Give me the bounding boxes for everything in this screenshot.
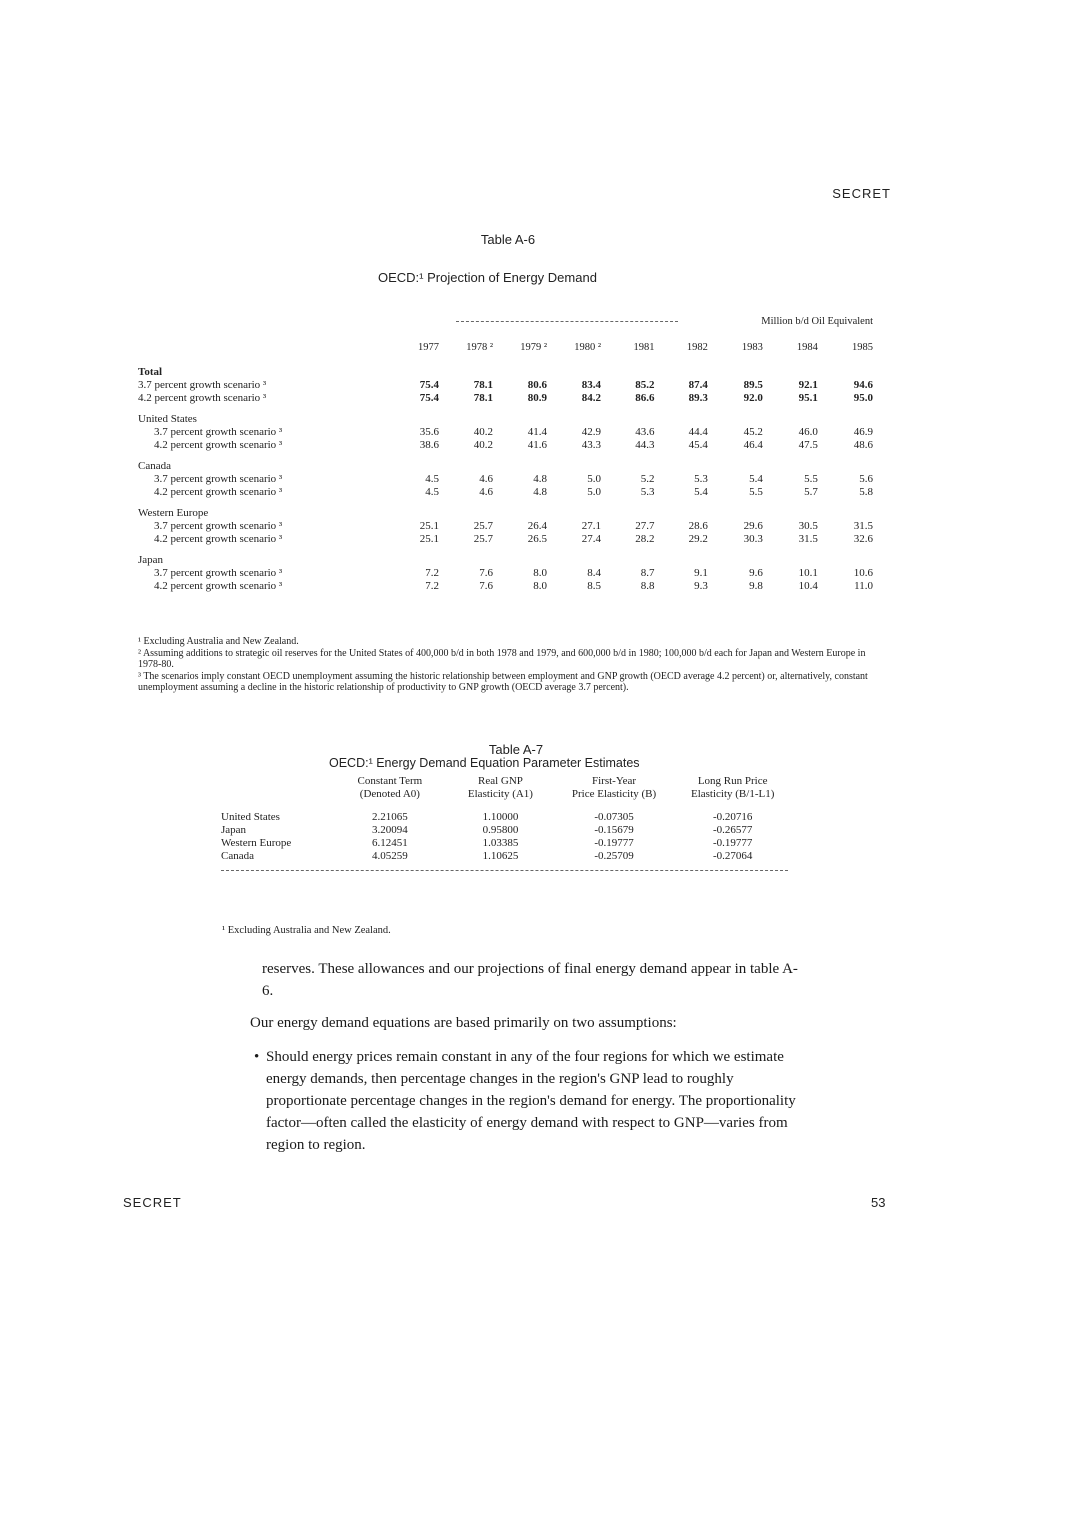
cell-value: 9.3	[694, 580, 708, 592]
cell-value: 45.4	[688, 439, 708, 451]
cell-value: -0.15679	[594, 824, 634, 836]
cell-value: 8.0	[533, 580, 548, 592]
cell-value: 78.1	[473, 392, 494, 404]
row-label: 3.7 percent growth scenario ³	[154, 473, 283, 485]
cell-value: 31.5	[798, 533, 818, 545]
group-label: Japan	[138, 554, 164, 566]
cell-value: 8.7	[640, 567, 655, 579]
cell-value: 25.7	[473, 520, 494, 532]
cell-value: 92.0	[743, 392, 763, 404]
cell-value: 41.6	[527, 439, 548, 451]
cell-value: 5.8	[859, 486, 873, 498]
column-header: Long Run Price	[697, 775, 768, 787]
cell-value: 5.3	[640, 486, 655, 498]
group-label: United States	[138, 413, 197, 425]
table-a7	[217, 775, 792, 876]
table-row	[138, 426, 873, 439]
cell-value: 28.2	[635, 533, 655, 545]
cell-value: -0.27064	[712, 850, 753, 862]
cell-value: -0.25709	[594, 850, 634, 862]
year-header: 1982	[686, 342, 708, 353]
table-row	[217, 811, 792, 824]
cell-value: 83.4	[581, 379, 602, 391]
paragraph: Our energy demand equations are based primarily on two assumptions:	[250, 1015, 677, 1031]
cell-value: 41.4	[527, 426, 548, 438]
cell-value: 27.4	[581, 533, 602, 545]
cell-value: 35.6	[419, 426, 440, 438]
cell-value: 80.6	[527, 379, 548, 391]
cell-value: 30.5	[798, 520, 818, 532]
column-header: First-Year	[591, 775, 637, 787]
cell-value: 89.5	[743, 379, 763, 391]
row-label: 4.2 percent growth scenario ³	[154, 486, 283, 498]
year-header: 1981	[633, 342, 655, 353]
year-header: 1984	[796, 342, 818, 353]
cell-value: 7.6	[479, 580, 494, 592]
cell-value: 5.6	[859, 473, 873, 485]
row-label: Canada	[221, 850, 254, 862]
row-label: 4.2 percent growth scenario ³	[154, 439, 283, 451]
cell-value: 4.5	[425, 486, 440, 498]
cell-value: 10.6	[853, 567, 873, 579]
cell-value: 5.7	[804, 486, 818, 498]
row-label: 3.7 percent growth scenario ³	[154, 520, 283, 532]
cell-value: 45.2	[743, 426, 763, 438]
cell-value: 5.5	[749, 486, 763, 498]
cell-value: 25.1	[419, 533, 440, 545]
cell-value: 27.1	[581, 520, 602, 532]
cell-value: 9.8	[749, 580, 763, 592]
cell-value: 40.2	[473, 439, 494, 451]
year-header: 1985	[852, 342, 873, 353]
cell-value: 7.6	[479, 567, 494, 579]
cell-value: 47.5	[798, 439, 818, 451]
cell-value: 5.4	[694, 486, 708, 498]
table-a7-number: Table A-7	[488, 742, 544, 757]
column-header: Constant Term	[357, 775, 423, 787]
cell-value: 1.10000	[482, 811, 519, 823]
cell-value: 43.6	[635, 426, 655, 438]
cell-value: 95.0	[853, 392, 873, 404]
cell-value: 46.9	[853, 426, 873, 438]
cell-value: 4.05259	[372, 850, 408, 862]
header-classification: SECRET	[832, 186, 891, 201]
cell-value: 4.6	[479, 486, 494, 498]
cell-value: 5.0	[587, 473, 602, 485]
column-header-sub: Elasticity (B/1-L1)	[690, 788, 775, 800]
cell-value: -0.26577	[712, 824, 753, 836]
row-label: Western Europe	[221, 837, 292, 849]
row-label: 4.2 percent growth scenario ³	[154, 533, 283, 545]
table-row	[138, 486, 873, 499]
cell-value: 80.9	[527, 392, 548, 404]
cell-value: 43.3	[581, 439, 602, 451]
bullet-marker: •	[254, 1049, 260, 1065]
row-label: United States	[221, 811, 280, 823]
row-label: 3.7 percent growth scenario ³	[138, 379, 267, 391]
footnote: ¹ Excluding Australia and New Zealand.	[138, 636, 299, 647]
cell-value: 31.5	[853, 520, 873, 532]
cell-value: 11.0	[854, 580, 873, 592]
group-label: Western Europe	[138, 507, 209, 519]
table-a7-title: OECD:¹ Energy Demand Equation Parameter Estimates	[329, 756, 640, 770]
cell-value: 10.4	[798, 580, 818, 592]
cell-value: 78.1	[473, 379, 494, 391]
cell-value: 86.6	[635, 392, 655, 404]
cell-value: 8.8	[640, 580, 655, 592]
group-label: Total	[138, 366, 163, 378]
cell-value: 4.5	[425, 473, 440, 485]
cell-value: 32.6	[853, 533, 873, 545]
footer-classification: SECRET	[123, 1195, 182, 1210]
cell-value: 1.03385	[482, 837, 519, 849]
bullet-paragraph: Should energy prices remain constant in any of the four regions for which we estimate energy demands, then percentage changes in the region's GNP lead to roughly proportionate percentage changes in the region's demand for energy. The proportionality factor—often called the elasticity of energy demand with respect to GNP—varies from region to region.	[266, 1049, 796, 1153]
footnote: ³ The scenarios imply constant OECD unemployment assuming the historic relationship between employment and GNP growth (OECD average 4.2 percent) or, alternatively, constant unemployment assuming a decline in the historic relationship of productivity to GNP growth (OECD average 3.7 percent).	[138, 670, 868, 693]
cell-value: 9.1	[694, 567, 708, 579]
cell-value: 0.95800	[482, 824, 519, 836]
cell-value: 6.12451	[372, 837, 408, 849]
cell-value: 44.3	[635, 439, 655, 451]
cell-value: 8.5	[587, 580, 602, 592]
cell-value: 38.6	[419, 439, 440, 451]
page-number: 53	[871, 1195, 886, 1210]
cell-value: 9.6	[749, 567, 763, 579]
cell-value: 1.10625	[482, 850, 519, 862]
cell-value: 92.1	[798, 379, 818, 391]
cell-value: 26.4	[527, 520, 548, 532]
table-row	[217, 837, 792, 850]
footnote: ² Assuming additions to strategic oil reserves for the United States of 400,000 b/d in both 1978 and 1979, and 600,000 b/d in 1980; 100,000 b/d each for Japan and Western Europe in 1978-80.	[138, 647, 866, 670]
table-row	[138, 533, 873, 546]
year-header: 1980 ²	[574, 342, 602, 353]
table-row	[138, 392, 873, 405]
column-header-sub: Elasticity (A1)	[467, 788, 533, 800]
cell-value: -0.07305	[594, 811, 634, 823]
cell-value: 10.1	[798, 567, 818, 579]
cell-value: 42.9	[581, 426, 602, 438]
table-a7-footnote: ¹ Excluding Australia and New Zealand.	[222, 925, 391, 936]
cell-value: 4.6	[479, 473, 494, 485]
cell-value: 25.1	[419, 520, 440, 532]
table-a6-unit: Million b/d Oil Equivalent	[761, 316, 873, 327]
cell-value: 27.7	[635, 520, 655, 532]
group-label: Canada	[138, 460, 171, 472]
cell-value: -0.20716	[712, 811, 753, 823]
year-header: 1977	[418, 342, 440, 353]
cell-value: 44.4	[688, 426, 708, 438]
cell-value: 46.0	[798, 426, 818, 438]
cell-value: 5.3	[694, 473, 708, 485]
cell-value: 40.2	[473, 426, 494, 438]
cell-value: 8.4	[587, 567, 602, 579]
table-row	[138, 567, 873, 580]
year-header: 1983	[741, 342, 763, 353]
cell-value: 46.4	[743, 439, 763, 451]
row-label: 4.2 percent growth scenario ³	[154, 580, 283, 592]
table-row	[138, 580, 873, 593]
cell-value: -0.19777	[594, 837, 634, 849]
cell-value: 94.6	[853, 379, 873, 391]
cell-value: 2.21065	[372, 811, 408, 823]
row-label: 4.2 percent growth scenario ³	[138, 392, 267, 404]
cell-value: 95.1	[798, 392, 818, 404]
column-header-sub: Price Elasticity (B)	[571, 788, 657, 800]
cell-value: 5.5	[804, 473, 818, 485]
cell-value: 4.8	[533, 473, 548, 485]
year-header: 1979 ²	[520, 342, 548, 353]
cell-value: 48.6	[853, 439, 873, 451]
table-a6-footnotes	[138, 636, 873, 694]
cell-value: 7.2	[425, 580, 440, 592]
cell-value: 25.7	[473, 533, 494, 545]
table-row	[138, 379, 873, 392]
cell-value: 29.2	[688, 533, 708, 545]
cell-value: 84.2	[581, 392, 602, 404]
table-a6	[138, 300, 873, 593]
year-header: 1978 ²	[466, 342, 494, 353]
row-label: 3.7 percent growth scenario ³	[154, 567, 283, 579]
cell-value: 4.8	[533, 486, 548, 498]
cell-value: 5.4	[749, 473, 763, 485]
table-row	[217, 850, 792, 863]
cell-value: 75.4	[419, 392, 440, 404]
cell-value: 75.4	[419, 379, 440, 391]
cell-value: 7.2	[425, 567, 440, 579]
paragraph: reserves. These allowances and our projections of final energy demand appear in table A-6.	[262, 961, 798, 999]
cell-value: 29.6	[743, 520, 763, 532]
cell-value: 5.2	[640, 473, 655, 485]
column-header-sub: (Denoted A0)	[359, 788, 420, 800]
table-row	[138, 439, 873, 452]
cell-value: 5.0	[587, 486, 602, 498]
cell-value: 85.2	[635, 379, 655, 391]
table-row	[138, 520, 873, 533]
row-label: 3.7 percent growth scenario ³	[154, 426, 283, 438]
table-row	[217, 824, 792, 837]
column-header: Real GNP	[477, 775, 523, 787]
cell-value: 30.3	[743, 533, 763, 545]
table-a6-number: Table A-6	[480, 232, 536, 247]
cell-value: 26.5	[527, 533, 548, 545]
cell-value: -0.19777	[712, 837, 753, 849]
cell-value: 87.4	[688, 379, 708, 391]
cell-value: 3.20094	[372, 824, 408, 836]
table-row	[138, 473, 873, 486]
row-label: Japan	[221, 824, 247, 836]
cell-value: 89.3	[688, 392, 708, 404]
table-a6-title: OECD:¹ Projection of Energy Demand	[378, 270, 597, 285]
cell-value: 28.6	[688, 520, 708, 532]
cell-value: 8.0	[533, 567, 548, 579]
